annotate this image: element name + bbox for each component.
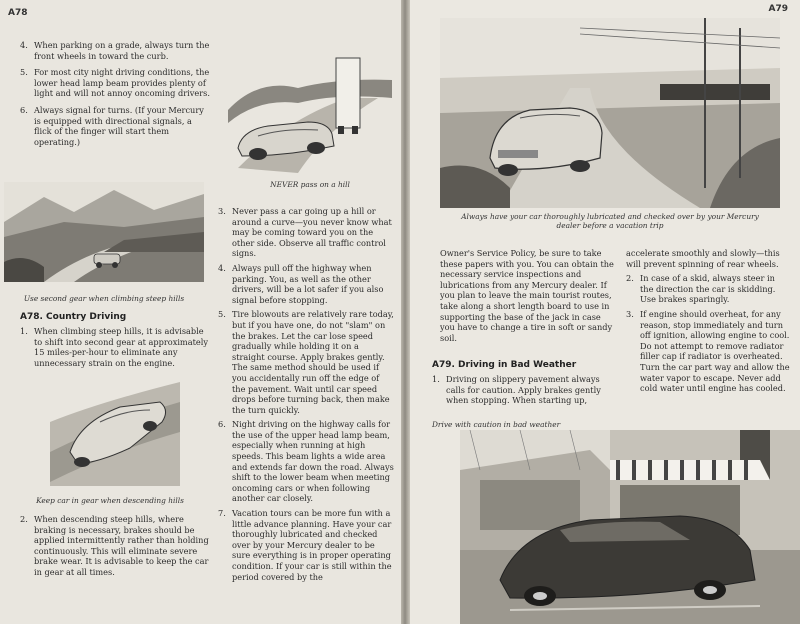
list-item: 4. Always pull off the highway when parking. You, as well as the other drivers, will be a lot safer if you also signal before stopping. [218,262,384,305]
list-item: 6. Always signal for turns. (If your Mercury is equipped with directional signals, a flick of the finger will start them operating.) [20,104,204,147]
list-item: 5. For most city night driving conditions, the lower head lamp beam provides plenty of light and will not annoy oncoming drivers. [20,67,210,99]
list-item: 2. When descending steep hills, where braking is necessary, brakes should be applied intermittently rather than holding continuously. This will eliminate severe brake wear. It is advisable to keep the car in gear at all times. [20,514,209,577]
caption-in-gear: Keep car in gear when descending hills [36,496,184,505]
illustration-car-descending-hill [50,382,180,486]
list-item: 2. In case of a skid, always steer in the direction the car is skidding. Use brakes sparingly. [626,273,776,305]
car-descending-drawing [50,382,180,486]
list-item: 4. When parking on a grade, always turn the front wheels in toward the curb. [20,40,210,61]
rainy-street-drawing [460,430,800,624]
mountain-road-drawing [4,182,204,282]
illustration-mountain-road [4,182,204,282]
illustration-vacation-highway [440,18,780,208]
caption-bad-weather: Drive with caution in bad weather [432,420,561,429]
list-item: 6. Night driving on the highway calls for the use of the upper head lamp beam, especially when running at high speeds. This beam lights a wide area and extends far down the road. Always shift to the lower beam when meeting oncoming cars or when following another car closely. [218,419,394,504]
caption-hill-pass: NEVER pass on a hill [270,180,350,189]
list-item: 7. Vacation tours can be more fun with a little advance planning. Have your car thoroughly lubricated and checked over by your Mercury dealer to be sure everything is in proper operating condition. If your car is still within the period covered by the [218,508,392,582]
page-number-left: A78 [8,8,28,18]
illustration-car-passing-on-hill [228,38,392,173]
paragraph-accelerate: accelerate smoothly and slowly—this will prevent spinning of rear wheels. [626,248,780,269]
list-items-country-2 [20,514,210,578]
caption-vacation: Always have your car thoroughly lubricated and checked over by your Mercury dealer before a vacation trip [461,212,759,230]
list-item: 1. Driving on slippery pavement always calls for caution. Apply brakes gently when stopping. When starting up, [432,374,601,406]
illustration-rainy-street [460,430,800,624]
list-items-weather-a [432,374,618,406]
book-gutter [401,0,410,624]
page-number-right: A79 [768,4,788,14]
list-item: 5. Tire blowouts are relatively rare today, but if you have one, do not "slam" on the brakes. Let the car lose speed gradually while holding it on a straight course. Apply brakes gently. The same method should be used if you accidentally run off the edge of the pavement. Wait until car speed drops before turning back, then make the turn quickly. [218,309,394,415]
list-items-country [20,326,210,368]
list-item: 3. Never pass a car going up a hill or around a curve—you never know what may be coming toward you on the other side. Observe all traffic control signs. [218,206,392,259]
section-heading-weather: A79. Driving in Bad Weather [432,360,577,370]
list-item: 1. When climbing steep hills, it is advisable to shift into second gear at approximately 15 miles-per-hour to eliminate any unnecessary strain on the engine. [20,326,208,368]
paragraph-continued: Owner's Service Policy, be sure to take these papers with you. You can obtain the necessary service inspections and lubrications from any Mercury dealer. If you plan to leave the main tourist routes, take along a short length board to use in supporting the base of the jack in case you have to change a tire in soft or sandy soil. [440,248,614,343]
left-column-two [218,206,394,582]
section-heading-country: A78. Country Driving [20,312,127,322]
right-column-two [626,248,790,394]
vacation-highway-drawing [440,18,780,208]
right-page [410,0,800,624]
list-items-top [20,40,210,147]
caption-second-gear: Use second gear when climbing steep hills [23,294,185,303]
car-passing-drawing [228,38,392,173]
list-item: 3. If engine should overheat, for any reason, stop immediately and turn off ignition, allowing engine to cool. Do not attempt to remove radiator filler cap if radiator is overheated. Turn the car part way and allow the water vapor to escape. Never add cold water until engine has cooled. [626,308,790,394]
